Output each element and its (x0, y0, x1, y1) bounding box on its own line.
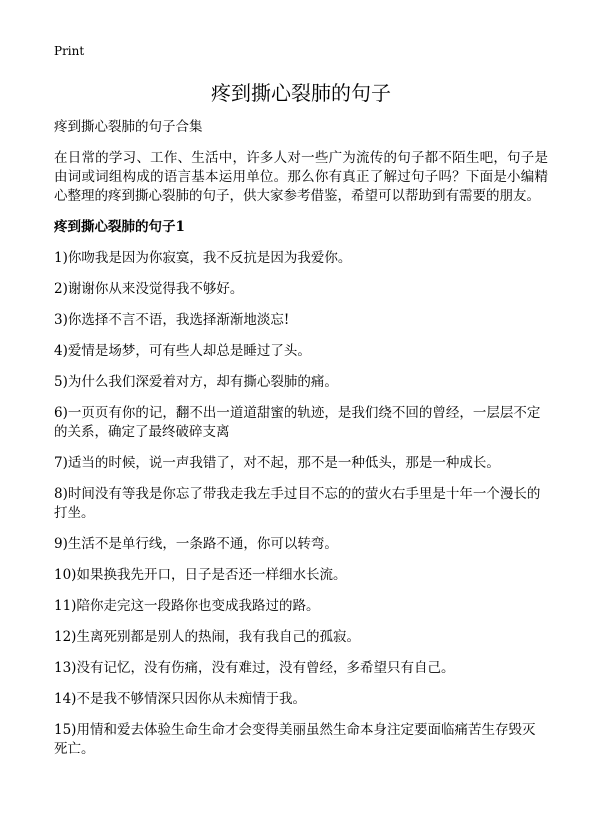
list-item: 11)陪你走完这一段路你也变成我路过的路。 (54, 598, 320, 614)
subtitle: 疼到撕心裂肺的句子合集 (54, 119, 203, 135)
list-item: 9)生活不是单行线，一条路不通，你可以转弯。 (54, 536, 338, 552)
print-label: Print (54, 44, 85, 58)
list-item: 2)谢谢你从来没觉得我不够好。 (54, 281, 244, 297)
list-item: 13)没有记忆，没有伤痛，没有难过，没有曾经，多希望只有自己。 (54, 660, 455, 676)
list-item: 15)用情和爱去体验生命生命才会变得美丽虽然生命本身注定要面临痛苦生存毁灭死亡。 (54, 722, 536, 757)
page-title: 疼到撕心裂肺的句子 (211, 81, 391, 105)
list-item: 3)你选择不言不语，我选择渐渐地淡忘! (54, 312, 290, 328)
list-item: 1)你吻我是因为你寂寞，我不反抗是因为我爱你。 (54, 250, 352, 266)
list-item: 12)生离死别都是别人的热闹，我有我自己的孤寂。 (54, 629, 360, 645)
section-heading: 疼到撕心裂肺的句子1 (54, 219, 185, 235)
list-item: 4)爱情是场梦，可有些人却总是睡过了头。 (54, 343, 311, 359)
list-item: 14)不是我不够情深只因你从未痴情于我。 (54, 691, 306, 707)
list-item: 8)时间没有等我是你忘了带我走我左手过目不忘的的萤火右手里是十年一个漫长的打坐。 (54, 486, 541, 521)
list-item: 6)一页页有你的记，翻不出一道道甜蜜的轨迹，是我们绕不回的曾经，一层层不定的关系，确定了最终破碎支离 (54, 405, 541, 440)
sentence-list (54, 249, 548, 759)
list-item: 7)适当的时候，说一声我错了，对不起，那不是一种低头，那是一种成长。 (54, 455, 500, 471)
list-item: 10)如果换我先开口，日子是否还一样细水长流。 (54, 567, 347, 583)
list-item: 5)为什么我们深爱着对方，却有撕心裂肺的痛。 (54, 374, 338, 390)
intro-paragraph: 在日常的学习、工作、生活中，许多人对一些广为流传的句子都不陌生吧，句子是由词或词组构成的语言基本运用单位。那么你有真正了解过句子吗？下面是小编精心整理的疼到撕心裂肺的句子，供大家参考借鉴，希望可以帮助到有需要的朋友。 (54, 150, 548, 204)
